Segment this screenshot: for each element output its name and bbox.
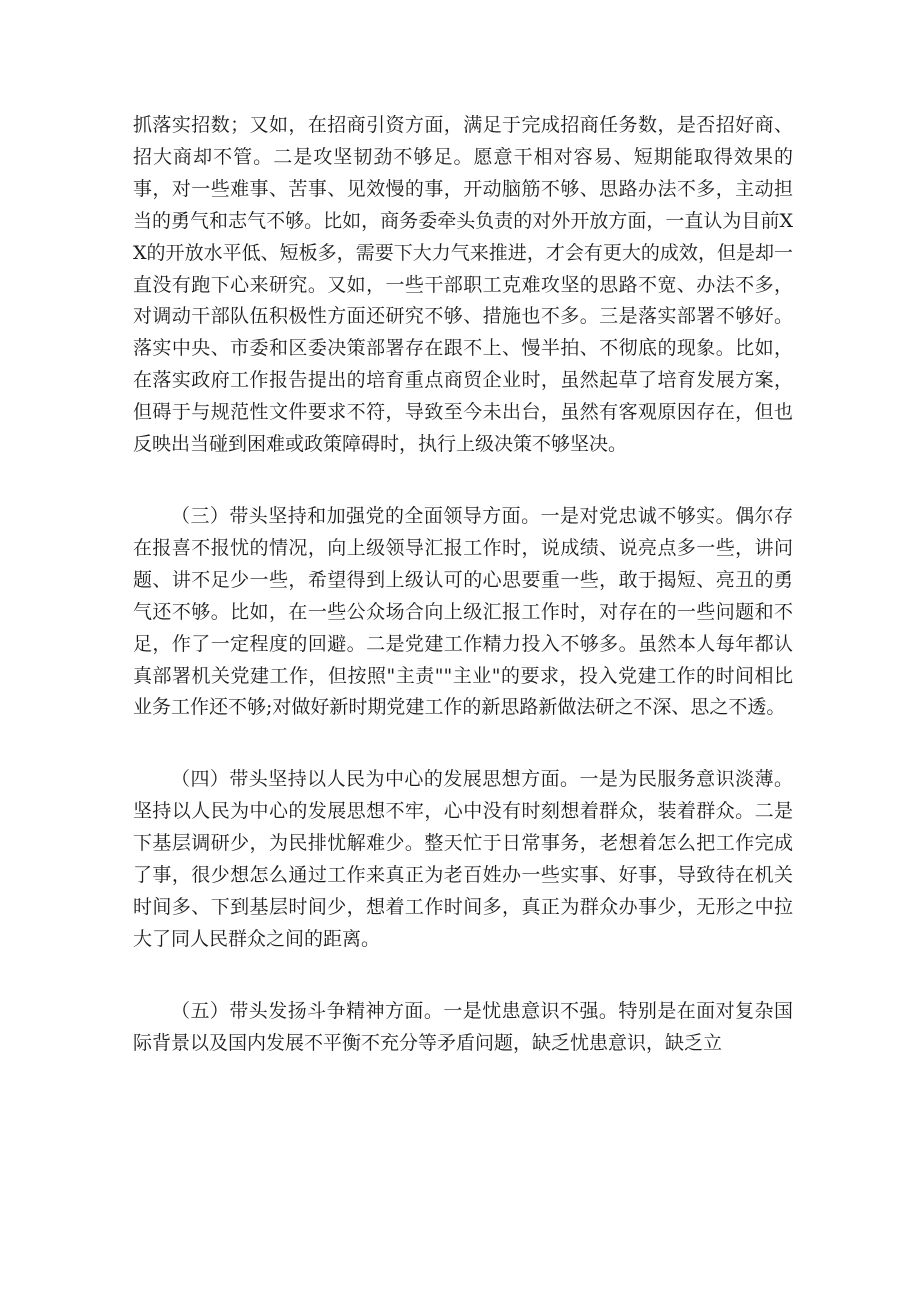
document-body — [133, 110, 793, 1060]
paragraph-section-three: （三）带头坚持和加强党的全面领导方面。一是对党忠诚不够实。偶尔存在报喜不报忧的情况，向上级领导汇报工作时，说成绩、说亮点多一些，讲问题、讲不足少一些，希望得到上级认可的心思要重一些，敢于揭短、亮丑的勇气还不够。比如，在一些公众场合向上级汇报工作时，对存在的一些问题和不足，作了一定程度的回避。二是党建工作精力投入不够多。虽然本人每年都认真部署机关党建工作，但按照"主责""主业"的要求，投入党建工作的时间相比业务工作还不够;对做好新时期党建工作的新思路新做法研之不深、思之不透。 — [133, 504, 793, 719]
paragraph-continuation: 抓落实招数；又如，在招商引资方面，满足于完成招商任务数，是否招好商、招大商却不管。二是攻坚韧劲不够足。愿意干相对容易、短期能取得效果的事，对一些难事、苦事、见效慢的事，开动脑筋不够、思路办法不多，主动担当的勇气和志气不够。比如，商务委牵头负责的对外开放方面，一直认为目前XX的开放水平低、短板多，需要下大力气来推进，才会有更大的成效，但是却一直没有跑下心来研究。又如，一些干部职工克难攻坚的思路不宽、办法不多，对调动干部队伍积极性方面还研究不够、措施也不多。三是落实部署不够好。落实中央、市委和区委决策部署存在跟不上、慢半拍、不彻底的现象。比如，在落实政府工作报告提出的培育重点商贸企业时，虽然起草了培育发展方案，但碍于与规范性文件要求不符，导致至今未出台，虽然有客观原因存在，但也反映出当碰到困难或政策障碍时，执行上级决策不够坚决。 — [133, 114, 793, 456]
paragraph-section-four: （四）带头坚持以人民为中心的发展思想方面。一是为民服务意识淡薄。坚持以人民为中心的发展思想不牢，心中没有时刻想着群众，装着群众。二是下基层调研少，为民排忧解难少。整天忙于日常事务，老想着怎么把工作完成了事，很少想怎么通过工作来真正为老百姓办一些实事、好事，导致待在机关时间多、下到基层时间少，想着工作时间多，真正为群众办事少，无形之中拉大了同人民群众之间的距离。 — [133, 768, 793, 950]
paragraph-section-five: （五）带头发扬斗争精神方面。一是忧患意识不强。特别是在面对复杂国际背景以及国内发展不平衡不充分等矛盾问题，缺乏忧患意识，缺乏立 — [133, 999, 793, 1054]
